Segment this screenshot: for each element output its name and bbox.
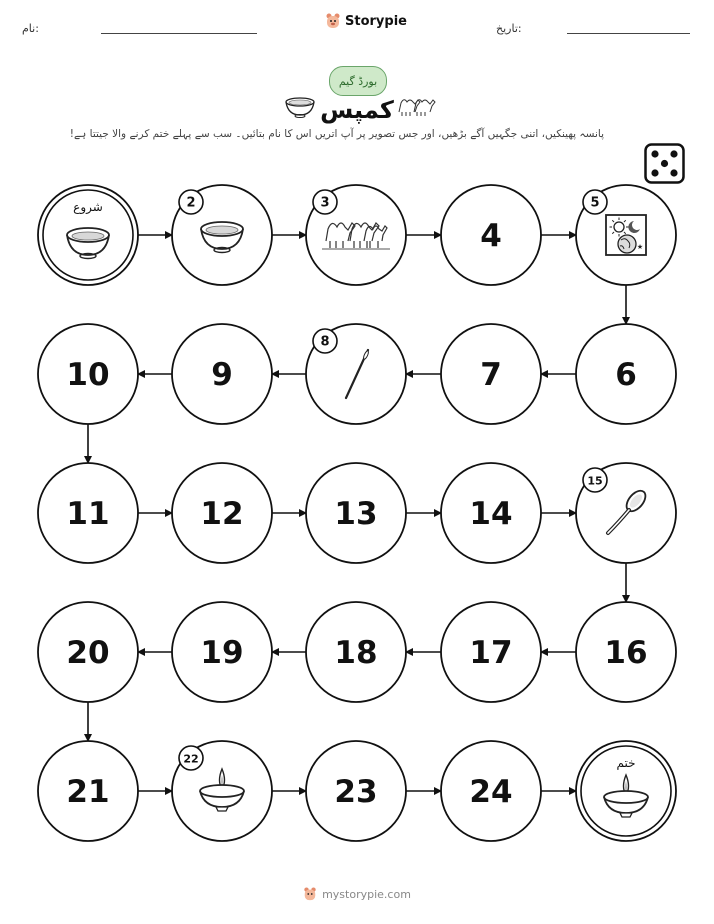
start-space bbox=[38, 185, 138, 285]
space-number: 20 bbox=[66, 635, 110, 671]
end-label: ختم bbox=[616, 756, 636, 770]
space-number: 23 bbox=[334, 774, 378, 810]
board-space bbox=[306, 324, 406, 424]
board-space bbox=[38, 324, 138, 424]
space-number: 24 bbox=[469, 774, 513, 810]
start-label: شروع bbox=[73, 200, 103, 214]
end-space bbox=[576, 741, 676, 841]
board-space bbox=[576, 602, 676, 702]
space-number: 11 bbox=[66, 496, 110, 532]
board-space bbox=[172, 185, 272, 285]
board-space bbox=[576, 185, 676, 285]
space-number: 7 bbox=[480, 357, 502, 393]
board-space bbox=[441, 741, 541, 841]
space-badge-number: 8 bbox=[320, 334, 330, 350]
footer-logo-icon bbox=[303, 886, 317, 902]
universe-icon bbox=[606, 215, 646, 255]
space-number: 6 bbox=[615, 357, 637, 393]
board-space bbox=[38, 741, 138, 841]
name-label: نام: bbox=[22, 22, 39, 35]
space-number: 17 bbox=[469, 635, 513, 671]
board-space bbox=[306, 741, 406, 841]
board-game-badge: بورڈ گیم bbox=[329, 66, 387, 96]
space-badge-number: 5 bbox=[590, 195, 600, 211]
board-space bbox=[172, 602, 272, 702]
page-title: کمپس bbox=[320, 96, 394, 124]
footer bbox=[0, 886, 714, 902]
date-label: تاریخ: bbox=[496, 22, 522, 35]
board-space bbox=[306, 463, 406, 563]
footer-url: mystorypie.com bbox=[322, 887, 411, 901]
space-number: 9 bbox=[211, 357, 233, 393]
board-space bbox=[576, 463, 676, 563]
board-space bbox=[441, 324, 541, 424]
space-number: 19 bbox=[200, 635, 244, 671]
space-badge-number: 15 bbox=[587, 474, 603, 488]
board-space bbox=[172, 463, 272, 563]
space-number: 13 bbox=[334, 496, 378, 532]
space-badge-number: 3 bbox=[320, 195, 330, 211]
board-space bbox=[172, 324, 272, 424]
board-space bbox=[306, 185, 406, 285]
board-space bbox=[306, 602, 406, 702]
board-space bbox=[576, 324, 676, 424]
board-space bbox=[441, 602, 541, 702]
board-space bbox=[38, 463, 138, 563]
space-number: 10 bbox=[66, 357, 110, 393]
space-badge-number: 22 bbox=[183, 752, 199, 766]
brand-name: Storypie bbox=[345, 13, 407, 29]
space-number: 12 bbox=[200, 496, 244, 532]
space-number: 4 bbox=[480, 218, 502, 254]
board-space bbox=[441, 463, 541, 563]
space-number: 18 bbox=[334, 635, 378, 671]
board-space bbox=[38, 602, 138, 702]
svg-text:★: ★ bbox=[636, 243, 644, 251]
board-space bbox=[441, 185, 541, 285]
space-number: 14 bbox=[469, 496, 513, 532]
instructions: پانسہ پھینکیں، اتنی جگہیں آگے بڑھیں، اور جس تصویر پر آپ اتریں اس کا نام بتائیں۔ سب سے پہلے ختم کرنے والا جیتتا ہے! bbox=[69, 128, 604, 140]
space-number: 16 bbox=[604, 635, 648, 671]
space-number: 21 bbox=[66, 774, 110, 810]
space-badge-number: 2 bbox=[186, 195, 196, 211]
board-space bbox=[172, 741, 272, 841]
